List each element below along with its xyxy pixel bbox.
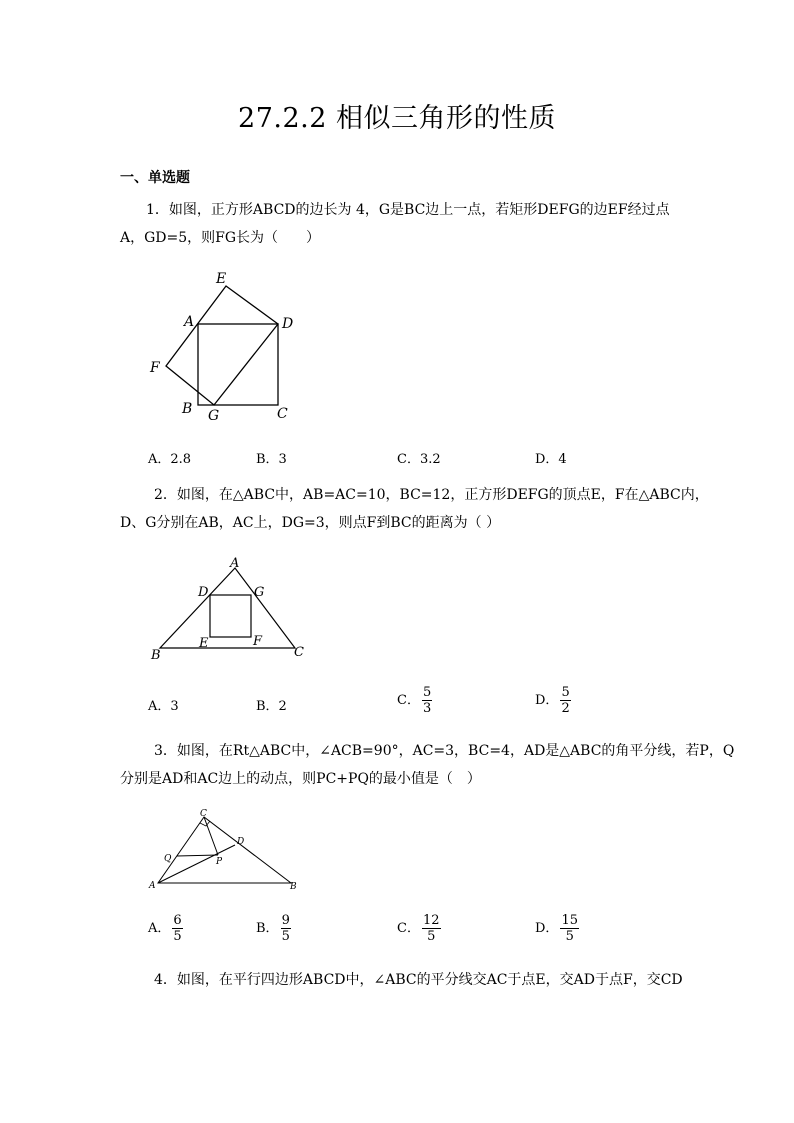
q3-option-b[interactable] xyxy=(256,913,291,944)
label-a: A xyxy=(184,314,195,330)
label-g: G xyxy=(254,585,265,600)
q3-option-c[interactable] xyxy=(397,913,441,944)
label-d: D xyxy=(282,316,294,332)
figure-1-square-rectangle xyxy=(140,262,320,432)
q2-option-b[interactable]: B．2 xyxy=(256,699,287,714)
q1-option-a[interactable]: A．2.8 xyxy=(148,452,192,467)
label-b: B xyxy=(182,401,193,417)
q3-option-d-prefix: D． xyxy=(535,921,559,936)
q3-option-b-fraction xyxy=(281,913,291,944)
q3-option-a-fraction xyxy=(172,913,182,944)
numerator: 6 xyxy=(173,913,182,928)
question-1-line-1: 1．如图，正方形ABCD的边长为 4，G是BC边上一点，若矩形DEFG的边EF经过点 xyxy=(146,202,670,218)
q2-option-c-prefix: C． xyxy=(397,693,420,708)
q2-option-c-fraction xyxy=(422,685,432,716)
q1-option-b[interactable]: B．3 xyxy=(256,452,287,467)
label-d: D xyxy=(198,585,209,600)
label-a: A xyxy=(149,881,156,891)
q3-option-a-prefix: A． xyxy=(148,921,171,936)
question-2-line-2: D、G分别在AB，AC上，DG=3，则点F到BC的距离为（ ） xyxy=(120,515,501,531)
denominator: 5 xyxy=(427,929,436,944)
q3-option-d[interactable] xyxy=(535,913,579,944)
denominator: 3 xyxy=(422,701,432,716)
label-e: E xyxy=(216,271,227,287)
q1-option-c[interactable]: C．3.2 xyxy=(397,452,441,467)
label-e: E xyxy=(199,636,209,651)
q2-option-d-fraction xyxy=(560,685,570,716)
label-g: G xyxy=(208,408,220,424)
numerator: 12 xyxy=(422,913,440,928)
numerator: 9 xyxy=(281,913,290,928)
question-2-line-1: 2．如图，在△ABC中，AB=AC=10，BC=12，正方形DEFG的顶点E，F在△ABC内， xyxy=(154,487,709,503)
numerator: 5 xyxy=(561,685,570,700)
label-f: F xyxy=(150,360,160,376)
numerator: 5 xyxy=(422,685,432,700)
question-3-line-1: 3．如图，在Rt△ABC中，∠ACB=90°，AC=3，BC=4，AD是△ABC的角平分线，若P，Q xyxy=(154,743,735,759)
q3-option-d-fraction xyxy=(560,913,579,944)
label-c: C xyxy=(200,809,207,819)
right-angle-mark xyxy=(200,821,210,826)
q3-option-b-prefix: B． xyxy=(256,921,279,936)
label-c: C xyxy=(294,645,304,660)
q3-option-c-prefix: C． xyxy=(397,921,420,936)
question-1-line-2: A，GD=5，则FG长为（ ） xyxy=(120,230,321,246)
label-q: Q xyxy=(164,854,172,864)
q3-option-a[interactable] xyxy=(148,913,183,944)
square-abcd xyxy=(198,324,278,405)
segment-ad xyxy=(158,845,235,883)
rectangle-defg xyxy=(166,286,278,405)
label-b: B xyxy=(290,882,297,892)
label-p: P xyxy=(216,857,223,867)
q2-option-d-prefix: D． xyxy=(535,693,559,708)
label-a: A xyxy=(230,556,240,571)
question-4-line-1: 4．如图，在平行四边形ABCD中，∠ABC的平分线交AC于点E，交AD于点F，交CD xyxy=(154,972,683,988)
q2-option-a[interactable]: A．3 xyxy=(148,699,179,714)
denominator: 5 xyxy=(281,929,290,944)
figure-2-triangle-square xyxy=(140,550,320,665)
q3-option-c-fraction xyxy=(422,913,441,944)
denominator: 2 xyxy=(561,701,570,716)
label-b: B xyxy=(151,648,161,663)
question-3-line-2: 分别是AD和AC边上的动点，则PC+PQ的最小值是（ ） xyxy=(120,771,481,787)
denominator: 5 xyxy=(173,929,182,944)
q2-option-c[interactable] xyxy=(397,685,432,716)
page-title: 27.2.2 相似三角形的性质 xyxy=(238,103,556,134)
label-d: D xyxy=(237,837,245,847)
numerator: 15 xyxy=(561,913,578,928)
q1-option-d[interactable]: D．4 xyxy=(535,452,567,467)
triangle-abc xyxy=(160,568,295,648)
figure-3-right-triangle xyxy=(140,805,315,895)
square-defg xyxy=(210,595,251,637)
q2-option-d[interactable] xyxy=(535,685,571,716)
label-c: C xyxy=(277,406,288,422)
segment-pq xyxy=(177,855,218,856)
label-f: F xyxy=(253,634,263,649)
section-heading: 一、单选题 xyxy=(120,170,190,186)
denominator: 5 xyxy=(565,929,574,944)
